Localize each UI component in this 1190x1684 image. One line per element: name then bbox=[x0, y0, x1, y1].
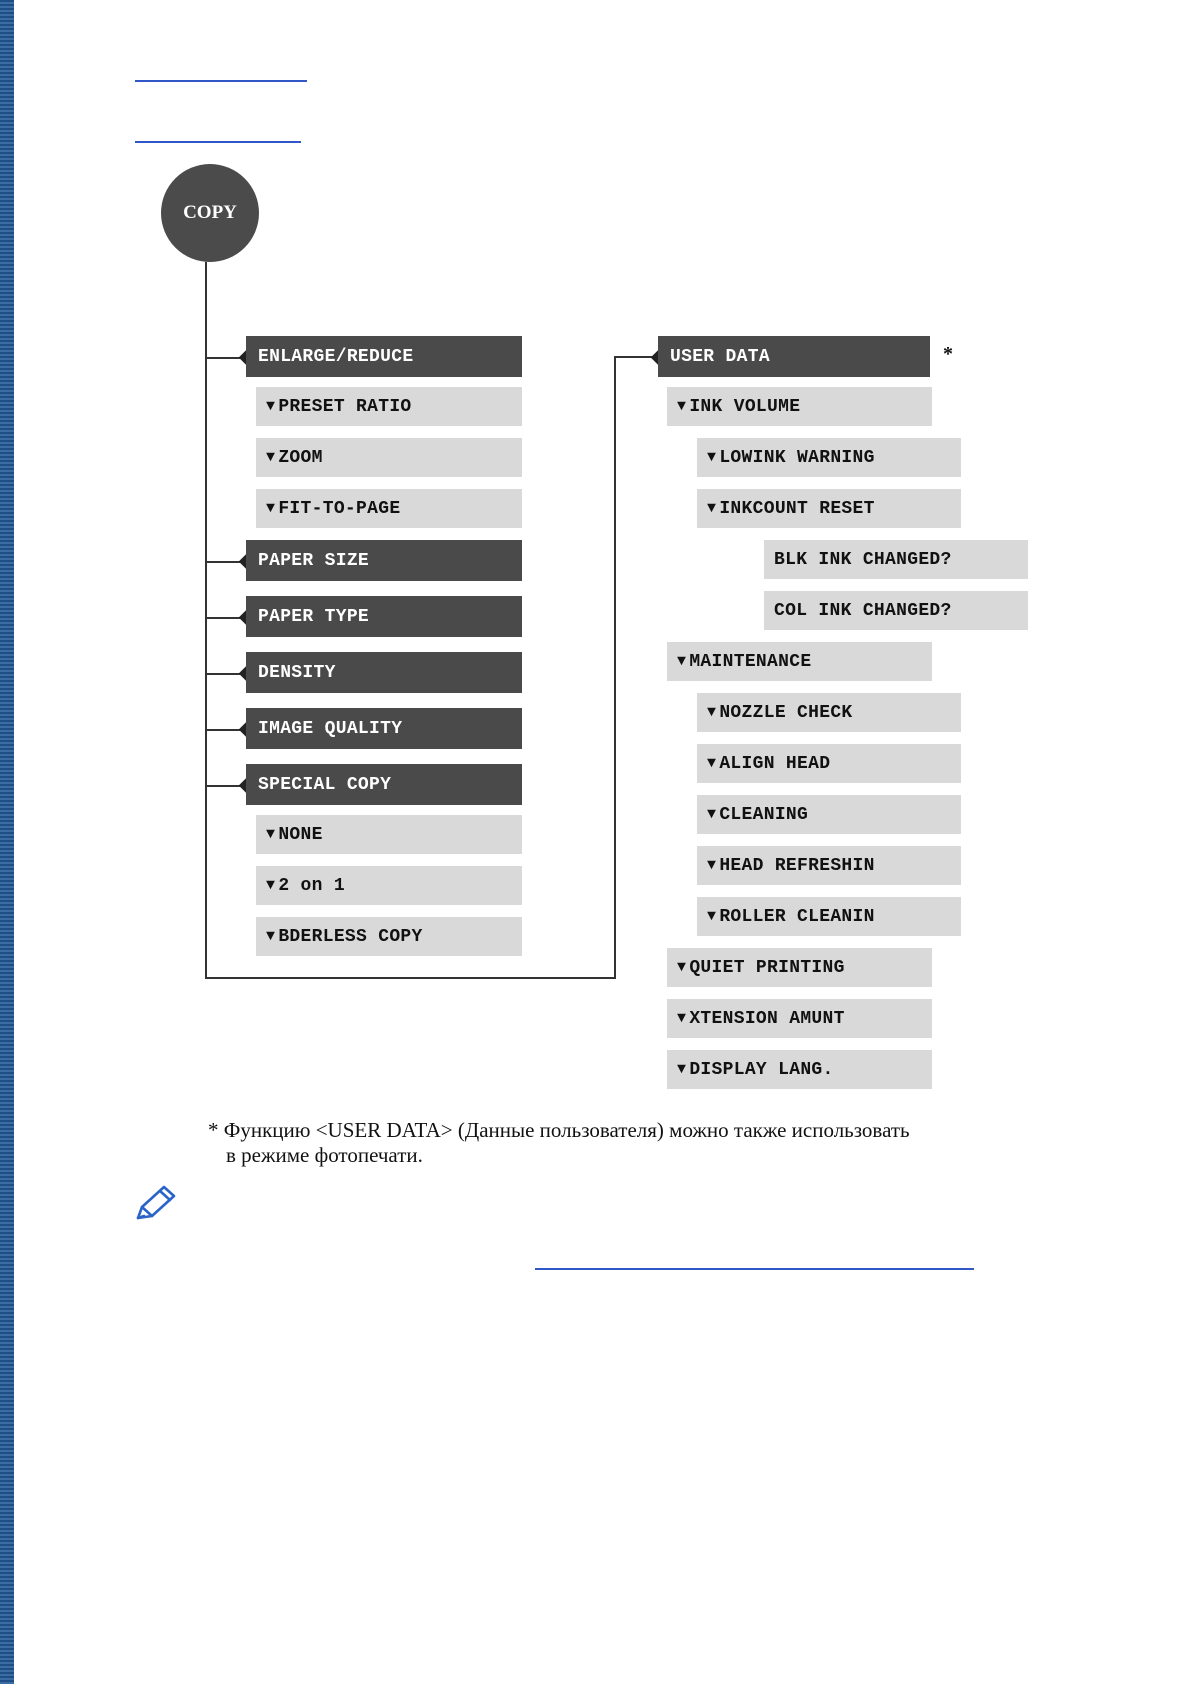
triangle-down-icon: ▼ bbox=[707, 755, 717, 772]
footnote-line-1: * Функцию <USER DATA> (Данные пользователя) можно также использовать bbox=[208, 1118, 910, 1142]
menu-item-cleaning bbox=[697, 795, 961, 834]
triangle-down-icon: ▼ bbox=[266, 398, 276, 415]
triangle-down-icon: ▼ bbox=[266, 500, 276, 517]
menu-item-lowink-warning bbox=[697, 438, 961, 477]
menu-item-label: QUIET PRINTING bbox=[689, 957, 845, 978]
menu-item-image-quality bbox=[246, 708, 522, 749]
menu-item-none bbox=[256, 815, 522, 854]
menu-item-align-head bbox=[697, 744, 961, 783]
menu-item-label: XTENSION AMUNT bbox=[689, 1008, 845, 1029]
triangle-down-icon: ▼ bbox=[266, 877, 276, 894]
user-data-asterisk: * bbox=[943, 343, 953, 365]
menu-item-label: DISPLAY LANG. bbox=[689, 1059, 834, 1080]
menu-item-2-on-1 bbox=[256, 866, 522, 905]
menu-item-label: 2 on 1 bbox=[278, 875, 345, 896]
triangle-down-icon: ▼ bbox=[707, 449, 717, 466]
bridge-line bbox=[205, 977, 616, 979]
bottom-link[interactable] bbox=[535, 1268, 974, 1270]
menu-item-display-lang bbox=[667, 1050, 932, 1089]
menu-item-label: ZOOM bbox=[278, 447, 323, 468]
menu-item-maintenance bbox=[667, 642, 932, 681]
menu-item-paper-size bbox=[246, 540, 522, 581]
menu-item-inkcount-reset bbox=[697, 489, 961, 528]
root-node-label: COPY bbox=[183, 202, 237, 223]
menu-item-nozzle-check bbox=[697, 693, 961, 732]
triangle-down-icon: ▼ bbox=[677, 653, 687, 670]
trunk-line bbox=[205, 262, 207, 979]
triangle-down-icon: ▼ bbox=[266, 449, 276, 466]
triangle-down-icon: ▼ bbox=[266, 928, 276, 945]
menu-item-label: LOWINK WARNING bbox=[719, 447, 875, 468]
triangle-down-icon: ▼ bbox=[707, 857, 717, 874]
footnote bbox=[208, 1118, 1088, 1168]
triangle-down-icon: ▼ bbox=[677, 959, 687, 976]
triangle-down-icon: ▼ bbox=[707, 704, 717, 721]
menu-item-roller-cleanin bbox=[697, 897, 961, 936]
menu-item-label: INK VOLUME bbox=[689, 396, 801, 417]
menu-item-zoom bbox=[256, 438, 522, 477]
menu-item-fit-to-page bbox=[256, 489, 522, 528]
menu-item-label: BLK INK CHANGED? bbox=[774, 549, 952, 570]
menu-item-label: PAPER SIZE bbox=[258, 550, 370, 571]
triangle-down-icon: ▼ bbox=[266, 826, 276, 843]
bridge-riser-line bbox=[614, 356, 616, 979]
menu-item-label: PRESET RATIO bbox=[278, 396, 412, 417]
menu-item-preset-ratio bbox=[256, 387, 522, 426]
menu-item-density bbox=[246, 652, 522, 693]
menu-item-quiet-printing bbox=[667, 948, 932, 987]
menu-item-blk-ink-changed bbox=[764, 540, 1028, 579]
menu-item-enlarge-reduce bbox=[246, 336, 522, 377]
menu-item-ink-volume bbox=[667, 387, 932, 426]
footnote-line-2: в режиме фотопечати. bbox=[226, 1143, 423, 1167]
triangle-down-icon: ▼ bbox=[707, 500, 717, 517]
triangle-down-icon: ▼ bbox=[677, 1061, 687, 1078]
menu-item-label: ENLARGE/REDUCE bbox=[258, 346, 414, 367]
triangle-down-icon: ▼ bbox=[677, 398, 687, 415]
menu-item-bderless-copy bbox=[256, 917, 522, 956]
menu-item-label: BDERLESS COPY bbox=[278, 926, 423, 947]
menu-item-xtension-amunt bbox=[667, 999, 932, 1038]
menu-item-label: MAINTENANCE bbox=[689, 651, 812, 672]
menu-item-special-copy bbox=[246, 764, 522, 805]
menu-item-head-refreshin bbox=[697, 846, 961, 885]
menu-item-label: FIT-TO-PAGE bbox=[278, 498, 401, 519]
menu-item-col-ink-changed bbox=[764, 591, 1028, 630]
root-node-copy bbox=[161, 164, 259, 262]
menu-item-label: DENSITY bbox=[258, 662, 336, 683]
menu-item-label: ALIGN HEAD bbox=[719, 753, 831, 774]
triangle-down-icon: ▼ bbox=[707, 806, 717, 823]
menu-item-paper-type bbox=[246, 596, 522, 637]
menu-item-label: NONE bbox=[278, 824, 323, 845]
menu-item-label: COL INK CHANGED? bbox=[774, 600, 952, 621]
menu-item-label: CLEANING bbox=[719, 804, 809, 825]
menu-item-label: INKCOUNT RESET bbox=[719, 498, 875, 519]
menu-item-user-data bbox=[658, 336, 930, 377]
menu-item-label: PAPER TYPE bbox=[258, 606, 370, 627]
menu-item-label: NOZZLE CHECK bbox=[719, 702, 853, 723]
menu-item-label: ROLLER CLEANIN bbox=[719, 906, 875, 927]
menu-item-label: IMAGE QUALITY bbox=[258, 718, 403, 739]
triangle-down-icon: ▼ bbox=[707, 908, 717, 925]
menu-item-label: SPECIAL COPY bbox=[258, 774, 392, 795]
menu-item-label: HEAD REFRESHIN bbox=[719, 855, 875, 876]
menu-item-label: USER DATA bbox=[670, 346, 770, 367]
triangle-down-icon: ▼ bbox=[677, 1010, 687, 1027]
pencil-note-icon bbox=[134, 1184, 178, 1222]
